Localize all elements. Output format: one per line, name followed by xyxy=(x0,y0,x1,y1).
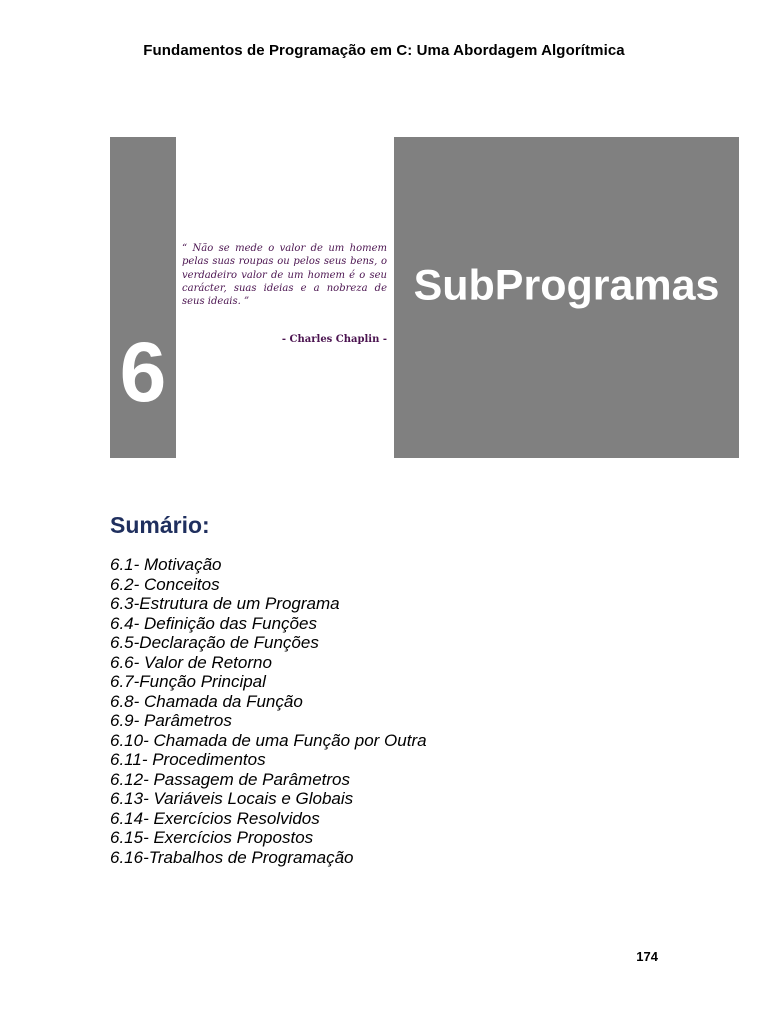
chapter-title: SubProgramas xyxy=(413,261,720,310)
toc-item: 6.2- Conceitos xyxy=(110,574,220,594)
summary-heading: Sumário: xyxy=(110,512,210,538)
toc-item: 6.12- Passagem de Parâmetros xyxy=(110,769,351,789)
toc-item: 6.8- Chamada da Função xyxy=(110,691,303,711)
chapter-number-block xyxy=(110,137,176,458)
toc-item: 6.16-Trabalhos de Programação xyxy=(110,847,354,867)
table-of-contents xyxy=(110,555,427,867)
page-number: 174 xyxy=(636,949,658,964)
epigraph-author: - Charles Chaplin - xyxy=(281,334,387,345)
chapter-title-block xyxy=(394,137,739,458)
chapter-number: 6 xyxy=(119,325,167,419)
toc-item: 6.9- Parâmetros xyxy=(110,711,232,730)
toc-item: 6.5-Declaração de Funções xyxy=(110,633,319,652)
toc-item: 6.11- Procedimentos xyxy=(110,750,266,769)
toc-item: 6.4- Definição das Funções xyxy=(110,613,317,633)
toc-item: 6.13- Variáveis Locais e Globais xyxy=(110,789,354,808)
toc-item: 6.1- Motivação xyxy=(110,555,222,574)
toc-item: 6.14- Exercícios Resolvidos xyxy=(110,808,320,828)
toc-item: 6.6- Valor de Retorno xyxy=(110,652,272,672)
toc-item: 6.10- Chamada de uma Função por Outra xyxy=(110,730,427,750)
toc-item: 6.3-Estrutura de um Programa xyxy=(110,594,340,613)
running-header: Fundamentos de Programação em C: Uma Abordagem Algorítmica xyxy=(143,42,625,59)
toc-item: 6.15- Exercícios Propostos xyxy=(110,828,314,847)
epigraph-quote: “ Não se mede o valor de um homem pelas suas roupas ou pelos seus bens, o verdadeiro valor de um homem é o seu carácter, suas ideias e a nobreza de seus ideais. ” xyxy=(182,243,387,308)
toc-item: 6.7-Função Principal xyxy=(110,672,266,691)
